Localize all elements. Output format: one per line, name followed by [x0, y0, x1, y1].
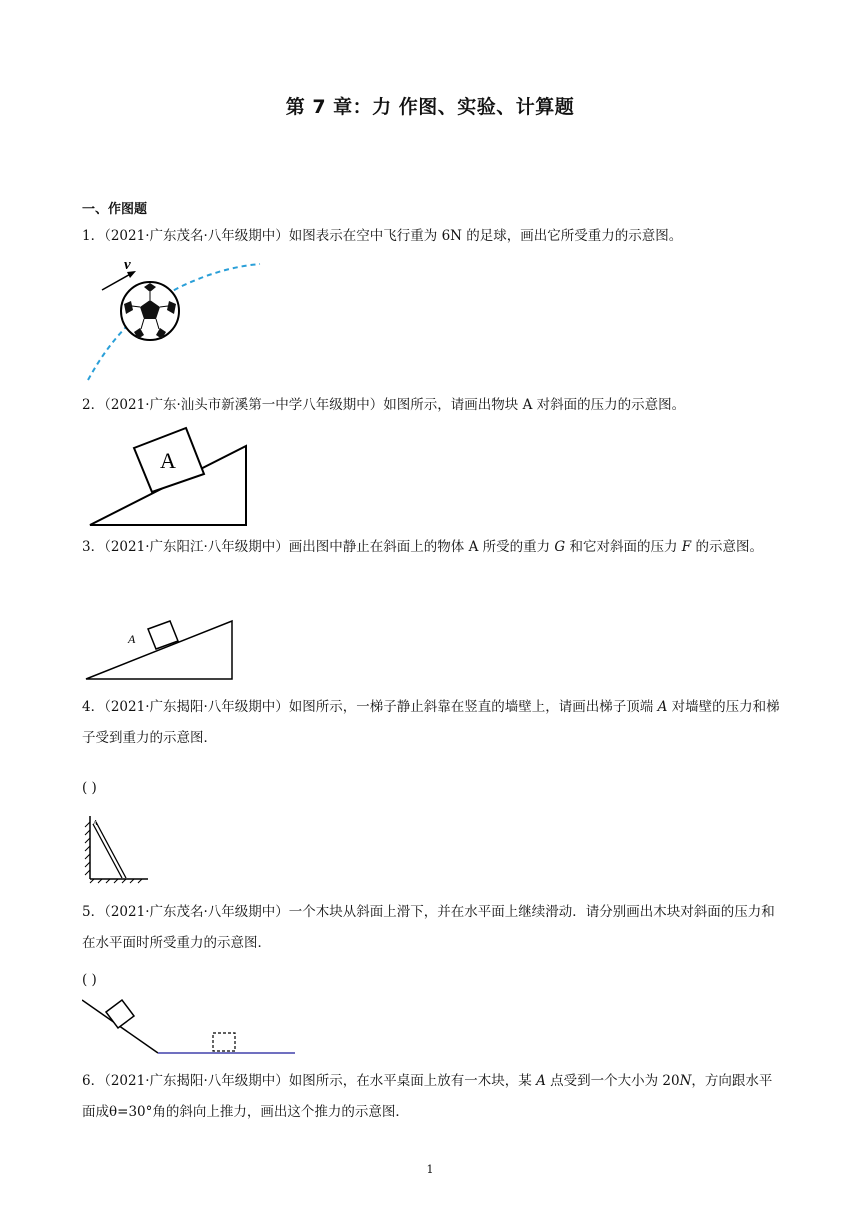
question-1: 1．（2021·广东茂名·八年级期中）如图表示在空中飞行重为 6N 的足球，画出它所受重力的示意图。 — [82, 228, 683, 244]
figure-incline-small — [82, 615, 242, 683]
velocity-label: v — [124, 257, 131, 273]
ladder-rail-2 — [96, 822, 126, 878]
figure-slide-block — [82, 994, 297, 1058]
figure-incline-block — [82, 420, 252, 530]
answer-paren-5: ( ) — [82, 972, 97, 988]
football-icon — [121, 282, 179, 340]
question-5: 5．（2021·广东茂名·八年级期中）一个木块从斜面上滑下，并在水平面上继续滑动．请分别画出木块对斜面的压力和在水平面时所受重力的示意图． — [82, 904, 775, 951]
block-label: A — [128, 632, 136, 646]
question-4: 4．（2021·广东揭阳·八年级期中）如图所示，一梯子静止斜靠在竖直的墙壁上，请画出梯子顶端 A 对墙壁的压力和梯子受到重力的示意图． — [82, 699, 780, 746]
figure-ladder — [84, 812, 154, 884]
figure-football — [82, 256, 267, 384]
answer-paren-4: ( ) — [82, 780, 97, 796]
question-3: 3．（2021·广东阳江·八年级期中）画出图中静止在斜面上的物体 A 所受的重力 G 和它对斜面的压力 F 的示意图。 — [82, 539, 763, 555]
page-number: 1 — [426, 1163, 434, 1176]
block-on-slope — [106, 1000, 134, 1028]
block-on-floor-dashed — [213, 1033, 235, 1051]
question-2: 2．（2021·广东·汕头市新溪第一中学八年级期中）如图所示，请画出物块 A 对斜面的压力的示意图。 — [82, 397, 686, 413]
point-label: A — [93, 819, 98, 827]
question-6: 6．（2021·广东揭阳·八年级期中）如图所示，在水平桌面上放有一木块，某 A 点受到一个大小为 20N，方向跟水平面成θ=30°角的斜向上推力，画出这个推力的示意图． — [82, 1073, 773, 1120]
page-title: 第 7 章：力 作图、实验、计算题 — [285, 96, 575, 118]
ladder-rail-1 — [93, 824, 122, 878]
block-label: A — [160, 448, 176, 473]
section-title: 一、作图题 — [82, 202, 148, 217]
